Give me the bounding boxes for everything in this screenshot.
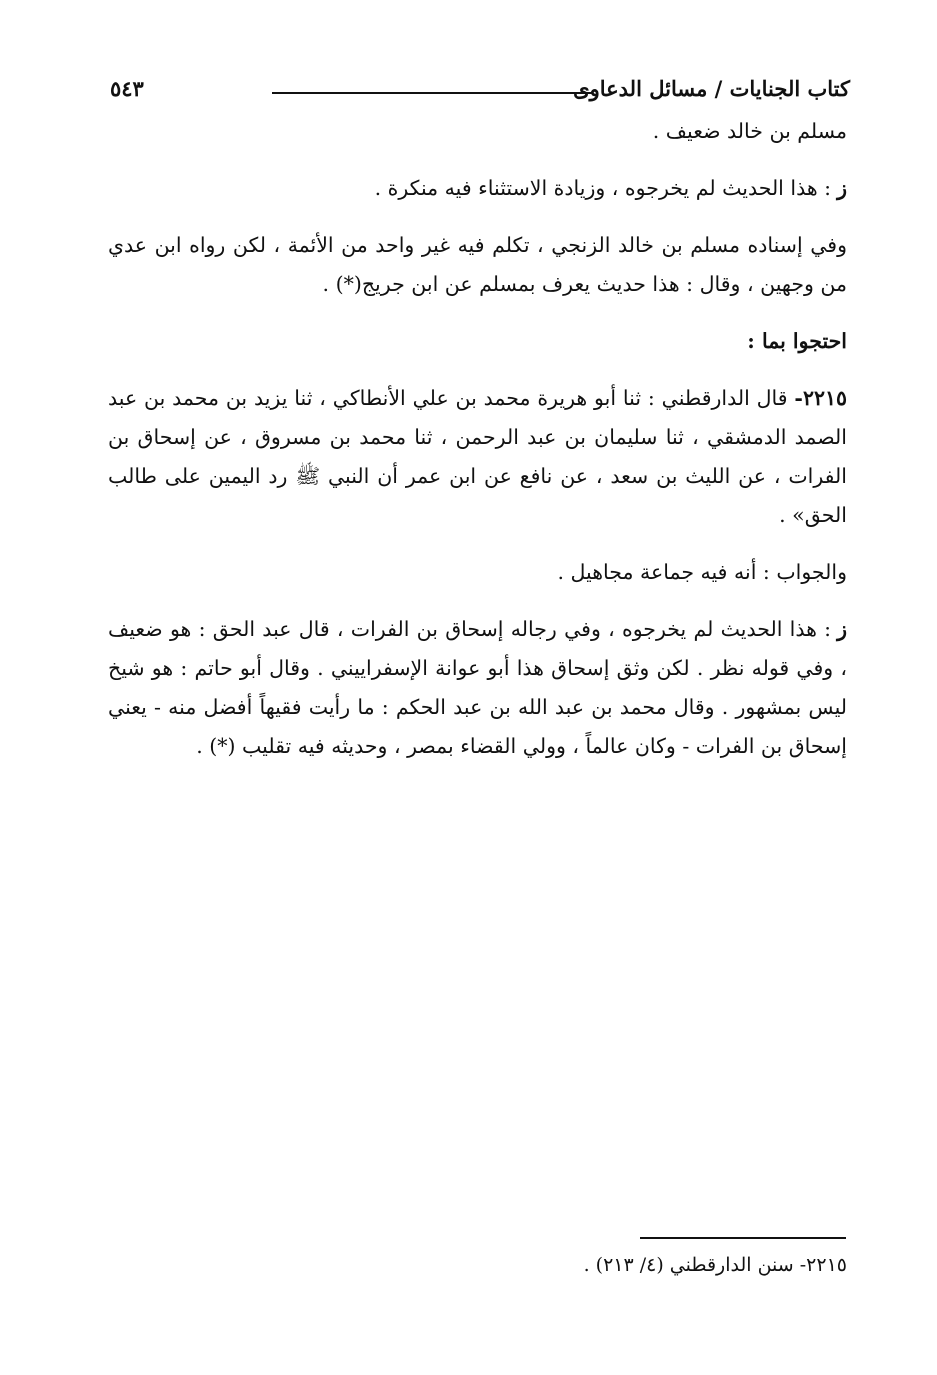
hadith-number: ٢٢١٥- [794,386,847,410]
paragraph-7 [108,610,847,766]
section-heading: احتجوا بما : [747,329,847,353]
zay-marker: ز [837,176,847,200]
footnote: ٢٢١٥- سنن الدارقطني (٤/ ٢١٣) . [583,1254,847,1276]
hadith-2215 [108,379,847,535]
paragraph-7-text: : هذا الحديث لم يخرجوه ، وفي رجاله إسحاق بن الفرات ، قال عبد الحق : هو ضعيف ، وفي قوله نظر . لكن وثق إسحاق هذا أبو عوانة الإسفراييني . وقال أبو حاتم : هو شيخ ليس بمشهور . وقال محمد بن عبد الله بن عبد الحكم : ما رأيت فقيهاً أفضل منه - يعني إسحاق بن الفرات - وكان عالماً ، وولي القضاء بمصر ، وحديثه فيه تقليب (*) . [108,617,847,758]
footnote-rule [640,1237,846,1239]
hadith-text: قال الدارقطني : ثنا أبو هريرة محمد بن علي الأنطاكي ، ثنا يزيد بن محمد بن عبد الصمد الدمشقي ، ثنا سليمان بن عبد الرحمن ، ثنا محمد بن مسروق ، عن إسحاق بن الفرات ، عن الليث بن سعد ، عن نافع عن ابن عمر أن النبي ﷺ رد اليمين على طالب الحق» . [108,386,847,527]
paragraph-3: وفي إسناده مسلم بن خالد الزنجي ، تكلم فيه غير واحد من الأئمة ، لكن رواه ابن عدي من وجهين ، وقال : هذا حديث يعرف بمسلم عن ابن جريج(*) . [108,233,847,296]
header-rule [272,92,592,94]
paragraph-2 [108,169,847,208]
zay-marker-2: ز [837,617,847,641]
paragraph-2-text: : هذا الحديث لم يخرجوه ، وزيادة الاستثناء فيه منكرة . [374,176,832,200]
chapter-title: كتاب الجنايات / مسائل الدعاوى [573,76,850,101]
paragraph-answer: والجواب : أنه فيه جماعة مجاهيل . [557,560,847,584]
main-text [108,112,847,784]
paragraph-1: مسلم بن خالد ضعيف . [652,119,847,143]
page-number: ٥٤٣ [110,76,144,101]
running-header [110,70,850,110]
